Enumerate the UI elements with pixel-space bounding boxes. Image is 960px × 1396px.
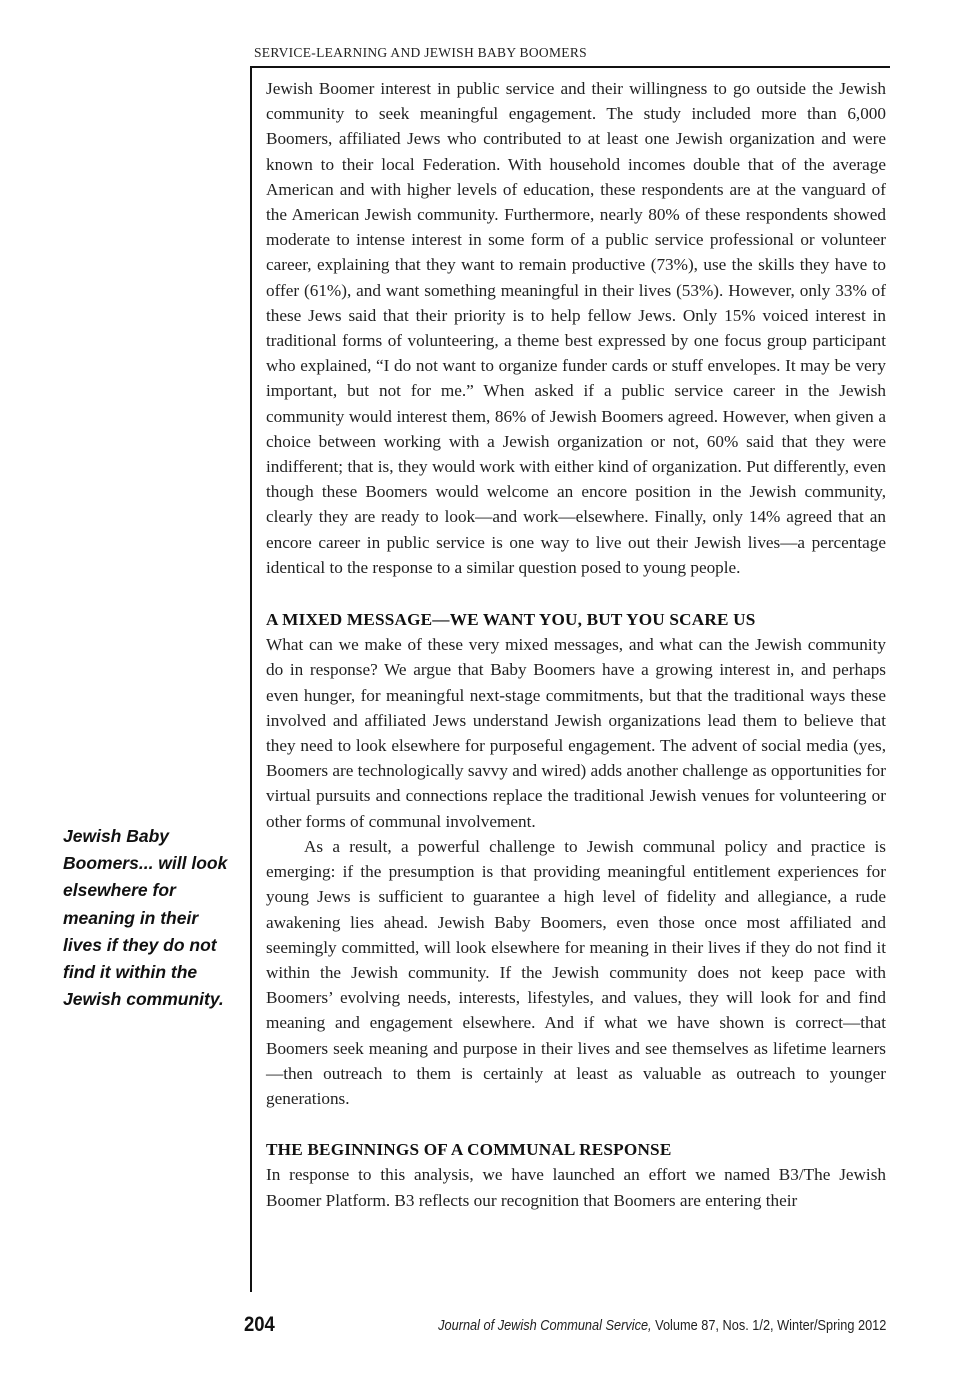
- section-heading-communal-response: THE BEGINNINGS OF A COMMUNAL RESPONSE: [266, 1140, 672, 1160]
- running-head: SERVICE-LEARNING AND JEWISH BABY BOOMERS: [254, 45, 587, 60]
- top-rule: [250, 66, 890, 68]
- issue-info: Volume 87, Nos. 1/2, Winter/Spring 2012: [651, 1318, 886, 1334]
- section-heading-mixed-message: A MIXED MESSAGE—WE WANT YOU, BUT YOU SCARE US: [266, 610, 756, 630]
- page-number: 204: [244, 1313, 275, 1336]
- left-rule: [250, 66, 252, 1292]
- paragraph-3: As a result, a powerful challenge to Jewish communal policy and practice is emerging: if the presumption is that providing meaningful entitlement experiences for young Jews is sufficient to guarantee a high level of fidelity and allegiance, a rude awakening lies ahead. Jewish Baby Boomers, even those once most affiliated and seemingly committed, will look elsewhere for meaning in their lives if they do not find it within the Jewish community. If the Jewish community does not keep pace with Boomers’ evolving needs, interests, lifestyles, and values, they will look for and find meaning and engagement elsewhere. And if what we have shown is correct—that Boomers seek meaning and purpose in their lives and see themselves as lifetime learners—then outreach to them is certainly at least as valuable as outreach to younger generations.: [266, 836, 886, 1108]
- pull-quote: Jewish Baby Boomers... will look elsewhere for meaning in their lives if they do not find it within the Jewish community.: [63, 826, 228, 1010]
- paragraph-4: In response to this analysis, we have launched an effort we named B3/The Jewish Boomer Platform. B3 reflects our recognition that Boomers are entering their: [266, 1165, 886, 1210]
- journal-citation: [438, 1318, 886, 1334]
- body-column: [266, 76, 886, 1213]
- journal-name: Journal of Jewish Communal Service,: [437, 1318, 652, 1334]
- paragraph-2: What can we make of these very mixed messages, and what can the Jewish community do in response? We argue that Baby Boomers have a growing interest in, and perhaps even hunger, for meaningful next-stage commitments, but that the traditional ways these involved and affiliated Jews understand Jewish organizations lead them to believe that they need to look elsewhere for purposeful engagement. The advent of social media (yes, Boomers are technologically savvy and wired) adds another challenge as opportunities for virtual pursuits and connections replace the traditional Jewish venues for volunteering or other forms of communal involvement.: [266, 635, 886, 831]
- paragraph-1: Jewish Boomer interest in public service and their willingness to go outside the Jewish community to seek meaningful engagement. The study included more than 6,000 Boomers, affiliated Jews who contributed to at least one Jewish organization and were known to their local Federation. With household incomes double that of the average American and with higher levels of education, these respondents are at the vanguard of the American Jewish community. Furthermore, nearly 80% of these respondents showed moderate to intense interest in some form of a public service professional or volunteer career, explaining that they want to remain productive (73%), use the skills they have to offer (61%), and want something meaningful in their lives (53%). However, only 33% of these Jews said that their priority is to help fellow Jews. Only 15% voiced interest in traditional forms of volunteering, a theme best expressed by one focus group participant who explained, “I do not want to organize funder cards or stuff envelopes. It may be very important, but not for me.” When asked if a public service career in the Jewish community would interest them, 86% of Jewish Boomers agreed. However, when given a choice between working with a Jewish organization or not, 60% said that they were indifferent; that is, they would work with either kind of organization. Put differently, even though these Boomers would welcome an encore position in the Jewish community, clearly they are ready to look—and work—elsewhere. Finally, only 14% agreed that an encore career in public service is one way to live out their Jewish lives—a percentage identical to the response to a similar question posed to young people.: [266, 79, 886, 577]
